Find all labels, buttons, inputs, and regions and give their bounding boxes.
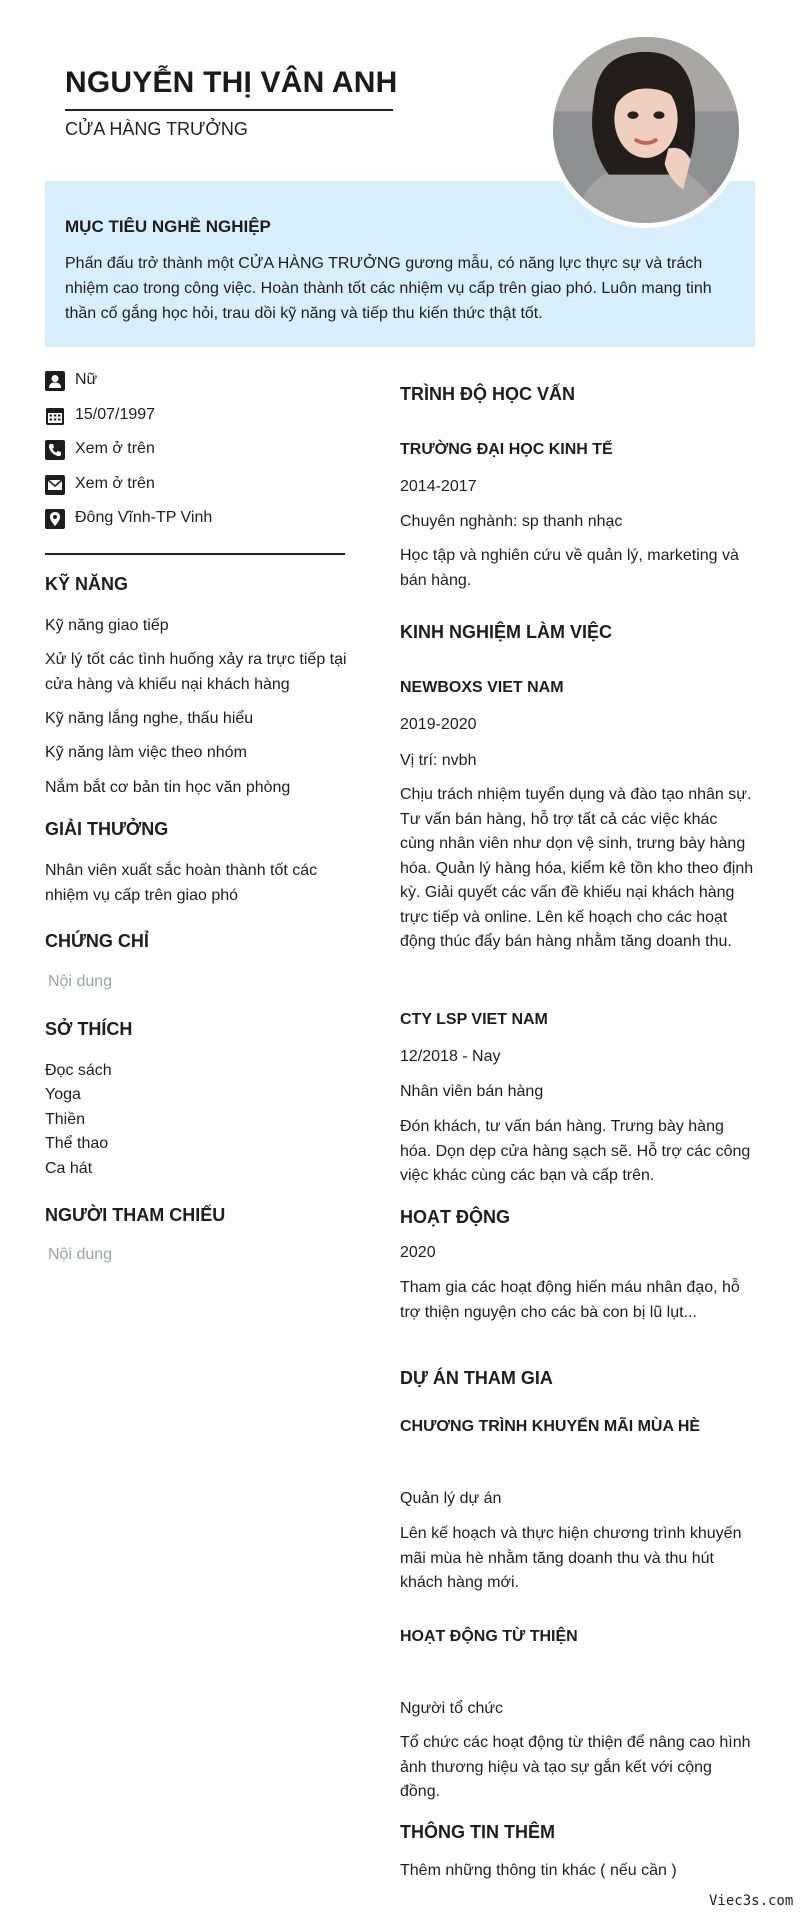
project-role: Quản lý dự án — [400, 1490, 502, 1507]
references-title: NGƯỜI THAM CHIẾU — [45, 1205, 226, 1225]
watermark: Viec3s.com — [709, 1893, 794, 1909]
hobbies-title: SỞ THÍCH — [45, 1019, 133, 1039]
contact-email — [45, 472, 345, 507]
education-description: Học tập và nghiên cứu về quản lý, marketing và bán hàng. — [400, 547, 739, 589]
contact-address — [45, 506, 345, 541]
contact-phone — [45, 437, 345, 472]
additional-info-text: Thêm những thông tin khác ( nếu cần ) — [400, 1862, 677, 1879]
experience-title: KINH NGHIỆM LÀM VIỆC — [400, 622, 613, 642]
project-description: Lên kế hoạch và thực hiện chương trình khuyến mãi mùa hè nhằm tăng doanh thu và thu hút khách hàng mới. — [400, 1525, 742, 1591]
contact-divider — [45, 553, 345, 555]
contact-gender — [45, 368, 345, 403]
hobby-item: Đọc sách — [45, 1062, 112, 1079]
skill-item: Xử lý tốt các tình huống xảy ra trực tiếp tại cửa hàng và khiếu nại khách hàng — [45, 651, 347, 693]
job-position: Vị trí: nvbh — [400, 752, 477, 769]
candidate-name: NGUYỄN THỊ VÂN ANH — [65, 66, 398, 99]
job-position: Nhân viên bán hàng — [400, 1083, 544, 1100]
project-role: Người tổ chức — [400, 1700, 504, 1717]
profile-photo — [548, 32, 744, 228]
skills-title: KỸ NĂNG — [45, 574, 129, 594]
job-description: Chịu trách nhiệm tuyển dụng và đào tạo nhân sự. Tư vấn bán hàng, hỗ trợ tất cả các việc khác cùng nhân viên như dọn vệ sinh, trưng bày hàng hóa. Quản lý hàng hóa, kiểm kê tồn kho theo định kỳ. Giải quyết các vấn đề khiếu nại khách hàng trực tiếp và online. Lên kế hoạch cho các hoạt động thúc đẩy bán hàng nhằm tăng doanh thu. — [400, 786, 754, 950]
education-school: TRƯỜNG ĐẠI HỌC KINH TẾ — [400, 441, 613, 458]
education-major: Chuyên nghành: sp thanh nhạc — [400, 513, 623, 530]
contact-list — [45, 368, 345, 541]
awards-text: Nhân viên xuất sắc hoàn thành tốt các nhiệm vụ cấp trên giao phó — [45, 862, 318, 904]
contact-phone-value: Xem ở trên — [75, 440, 155, 457]
email-icon — [45, 475, 65, 495]
candidate-job-title: CỬA HÀNG TRƯỞNG — [65, 119, 248, 139]
project-name: CHƯƠNG TRÌNH KHUYẾN MÃI MÙA HÈ — [400, 1418, 701, 1435]
contact-gender-value: Nữ — [75, 371, 98, 388]
activities-description: Tham gia các hoạt động hiến máu nhân đạo, hỗ trợ thiện nguyện cho các bà con bị lũ lụt... — [400, 1279, 740, 1321]
hobby-item: Thiền — [45, 1111, 86, 1128]
project-name: HOẠT ĐỘNG TỪ THIỆN — [400, 1628, 578, 1645]
name-underline — [65, 109, 393, 111]
contact-email-value: Xem ở trên — [75, 474, 155, 492]
person-icon — [45, 371, 65, 391]
projects-title: DỰ ÁN THAM GIA — [400, 1368, 553, 1388]
job-period: 2019-2020 — [400, 716, 477, 733]
skill-item: Kỹ năng làm việc theo nhóm — [45, 744, 247, 761]
calendar-icon — [45, 406, 65, 426]
awards-title: GIẢI THƯỞNG — [45, 819, 169, 839]
contact-address-value: Đông Vĩnh-TP Vinh — [75, 509, 213, 526]
hobby-item: Thể thao — [45, 1135, 109, 1152]
certificates-title: CHỨNG CHỈ — [45, 931, 149, 951]
education-title: TRÌNH ĐỘ HỌC VẤN — [400, 384, 575, 404]
objective-title: MỤC TIÊU NGHỀ NGHIỆP — [65, 217, 271, 236]
job-company: CTY LSP VIET NAM — [400, 1011, 548, 1028]
hobby-item: Yoga — [45, 1086, 81, 1103]
objective-text: Phấn đấu trở thành một CỬA HÀNG TRƯỞNG gương mẫu, có năng lực thực sự và trách nhiệm cao trong công việc. Hoàn thành tốt các nhiệm vụ cấp trên giao phó. Luôn mang tinh thần cố gắng học hỏi, trau dồi kỹ năng và tiếp thu kiến thức thật tốt. — [65, 255, 712, 322]
skill-item: Nắm bắt cơ bản tin học văn phòng — [45, 779, 291, 796]
hobby-item: Ca hát — [45, 1160, 93, 1177]
contact-birthday-value: 15/07/1997 — [75, 405, 156, 423]
skill-item: Kỹ năng lắng nghe, thấu hiểu — [45, 710, 254, 727]
contact-birthday — [45, 403, 345, 438]
project-description: Tổ chức các hoạt động từ thiện để nâng cao hình ảnh thương hiệu và tạo sự gắn kết với cộng đồng. — [400, 1734, 751, 1800]
job-period: 12/2018 - Nay — [400, 1048, 501, 1065]
references-placeholder[interactable]: Nội dung — [48, 1246, 113, 1263]
job-description: Đón khách, tư vấn bán hàng. Trưng bày hàng hóa. Dọn dẹp cửa hàng sạch sẽ. Hỗ trợ các công việc khác cùng các bạn và cấp trên. — [400, 1118, 751, 1184]
education-period: 2014-2017 — [400, 478, 477, 495]
activities-title: HOẠT ĐỘNG — [400, 1207, 510, 1227]
job-company: NEWBOXS VIET NAM — [400, 679, 564, 696]
certificates-placeholder[interactable]: Nội dung — [48, 973, 113, 990]
location-icon — [45, 509, 65, 529]
phone-icon — [45, 440, 65, 460]
skill-item: Kỹ năng giao tiếp — [45, 617, 169, 634]
additional-info-title: THÔNG TIN THÊM — [400, 1822, 555, 1842]
activities-year: 2020 — [400, 1244, 436, 1261]
